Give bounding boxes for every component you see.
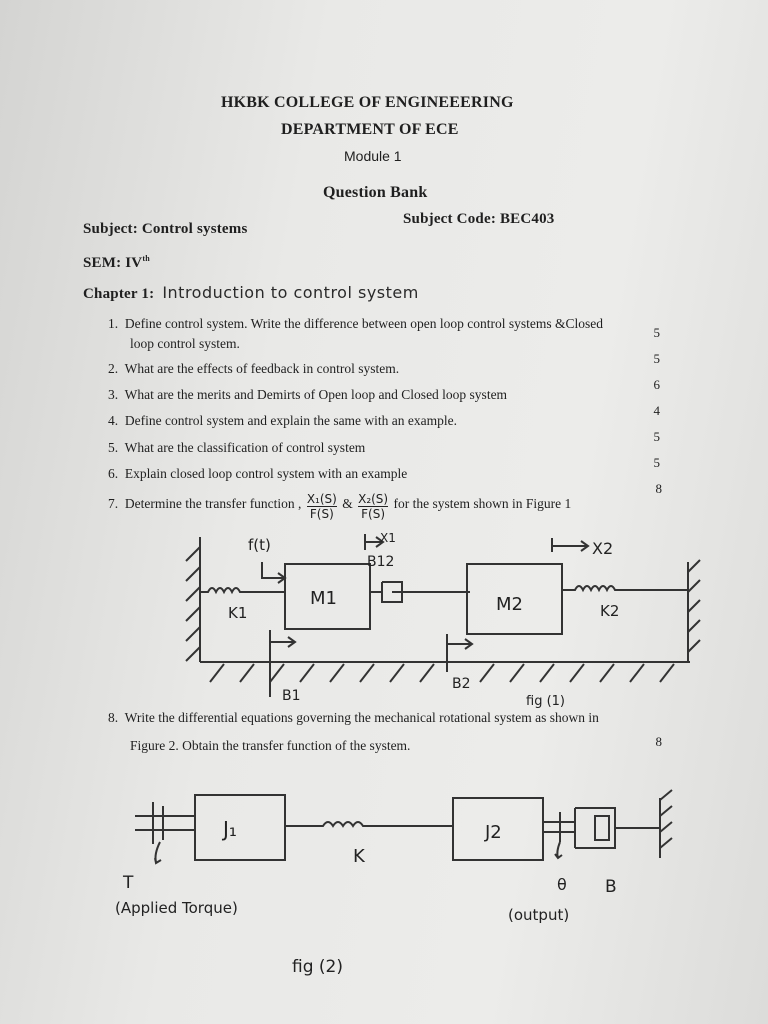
tf2-fraction: $\frac{\text{X₂(S)}}{F(S)}$ xyxy=(358,492,389,521)
label-k: K xyxy=(353,846,365,867)
theta-arrow xyxy=(555,842,562,858)
spring-k2 xyxy=(562,586,688,590)
question-1-cont: loop control system. xyxy=(130,336,240,351)
label-output: (output) xyxy=(508,906,570,924)
label-j2: J2 xyxy=(485,822,502,843)
marks-8: 8 xyxy=(655,734,662,749)
shaft-collar xyxy=(153,802,163,844)
figure-2-rotational-system xyxy=(105,780,705,990)
damper-b1 xyxy=(270,630,295,697)
label-m1: M1 xyxy=(310,588,337,609)
marks-4: 4 xyxy=(653,403,660,418)
question-3: 3. What are the merits and Demirts of Open loop and Closed loop system xyxy=(108,387,508,402)
label-t: T xyxy=(123,873,134,893)
label-x1: X1 xyxy=(380,531,396,545)
module-label: Module 1 xyxy=(344,148,402,164)
spring-k xyxy=(285,822,453,826)
label-b1: B1 xyxy=(282,688,301,704)
question-7: 7. Determine the transfer function , $\frac{\text{X₁(S)}}{F(S)}$ & $\frac{\text{X₂(S)}}{F(S)}$ for the system shown in Figure 1 xyxy=(108,492,572,521)
department-name: DEPARTMENT OF ECE xyxy=(281,121,459,138)
subject-code: Subject Code: BEC403 xyxy=(403,211,555,227)
label-m2: M2 xyxy=(496,594,523,615)
marks-1: 5 xyxy=(653,325,660,340)
marks-6: 5 xyxy=(653,455,660,470)
question-2: 2. What are the effects of feedback in control system. xyxy=(108,361,400,376)
marks-7: 8 xyxy=(655,481,662,496)
question-1: 1. Define control system. Write the difference between open loop control systems &Closed xyxy=(108,316,603,331)
question-5: 5. What are the classification of control system xyxy=(108,440,366,455)
marks-3: 6 xyxy=(653,377,660,392)
damper-b12 xyxy=(370,582,470,602)
spring-k1 xyxy=(200,588,285,592)
force-arrow xyxy=(262,562,285,583)
label-x2: X2 xyxy=(592,539,614,558)
label-k2: K2 xyxy=(600,602,620,620)
college-name: HKBK COLLEGE OF ENGINEEERING xyxy=(221,94,514,111)
label-force: f(t) xyxy=(248,536,271,554)
label-b2: B2 xyxy=(452,676,471,692)
inertia-j1 xyxy=(195,795,285,860)
question-8: 8. Write the differential equations governing the mechanical rotational system as shown in xyxy=(108,710,599,725)
label-applied-torque: (Applied Torque) xyxy=(115,899,238,917)
torque-arrow xyxy=(155,842,161,863)
marks-2: 5 xyxy=(653,351,660,366)
damper-b2 xyxy=(447,634,472,672)
x2-arrow xyxy=(552,538,588,552)
label-theta: θ xyxy=(557,875,567,894)
fig1-caption: fig (1) xyxy=(526,694,565,709)
doc-title: Question Bank xyxy=(323,184,428,201)
label-b: B xyxy=(605,877,617,897)
input-shaft xyxy=(135,816,195,830)
subject-name: Subject: Control systems xyxy=(83,221,248,237)
label-k1: K1 xyxy=(228,604,248,622)
question-4: 4. Define control system and explain the same with an example. xyxy=(108,413,458,428)
label-b12: B12 xyxy=(367,554,395,570)
label-j1: J₁ xyxy=(223,817,237,841)
output-shaft xyxy=(543,812,575,842)
marks-5: 5 xyxy=(653,429,660,444)
question-8-cont: Figure 2. Obtain the transfer function of the system. xyxy=(130,738,411,753)
damper-b xyxy=(575,808,615,848)
figure-1-translational-system xyxy=(170,522,710,712)
fig2-caption: fig (2) xyxy=(292,957,343,977)
question-6: 6. Explain closed loop control system with an example xyxy=(108,466,408,481)
semester: SEM: IVth xyxy=(83,254,150,271)
chapter-heading: Chapter 1: Introduction to control system xyxy=(83,283,419,302)
tf1-fraction: $\frac{\text{X₁(S)}}{F(S)}$ xyxy=(306,492,337,521)
